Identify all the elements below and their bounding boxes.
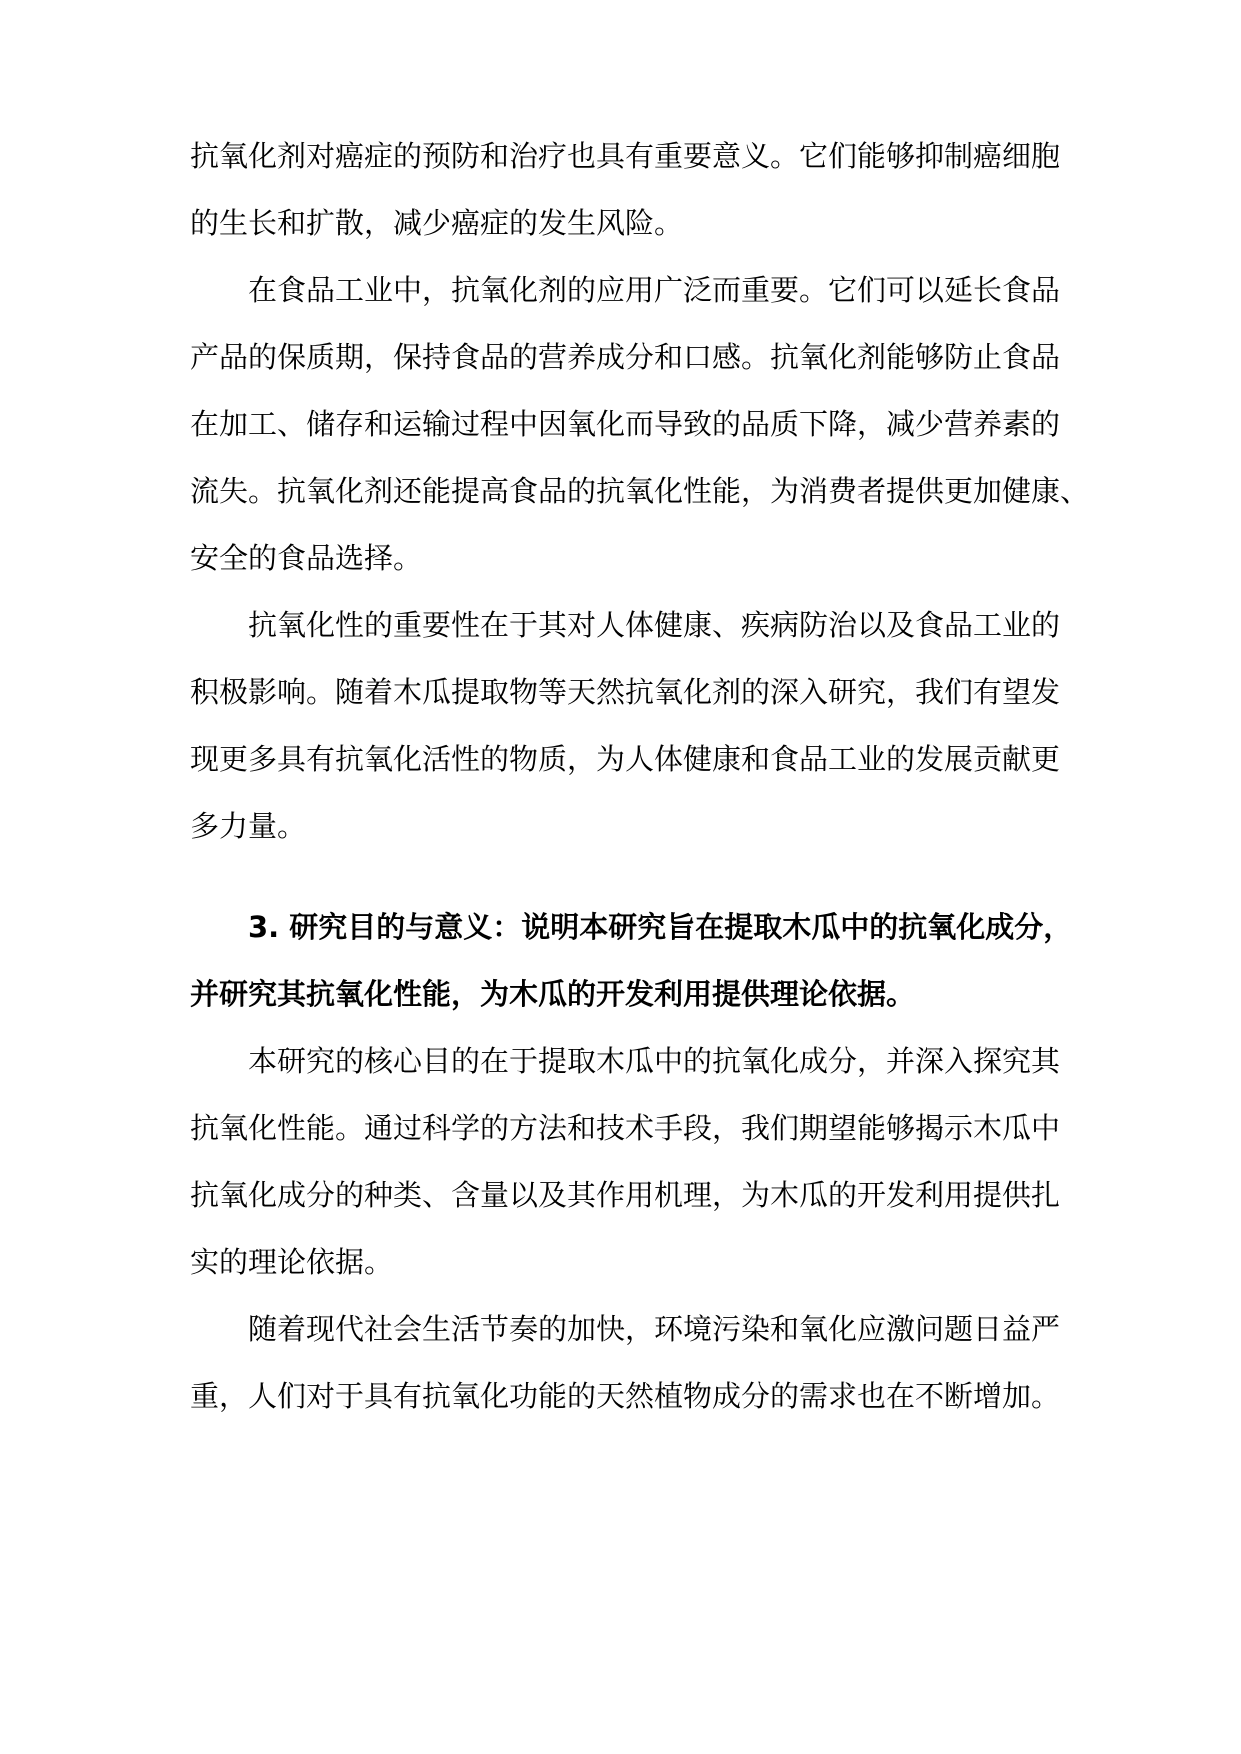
paragraph-5-line-1: 随着现代社会生活节奏的加快，环境污染和氧化应激问题日益严 [248, 1312, 1061, 1346]
paragraph-2-line-1: 在食品工业中，抗氧化剂的应用广泛而重要。它们可以延长食品 [248, 273, 1061, 307]
paragraph-4-line-4: 实的理论依据。 [190, 1245, 394, 1279]
paragraph-1-line-2: 的生长和扩散，减少癌症的发生风险。 [190, 206, 684, 240]
paragraph-5-line-2: 重，人们对于具有抗氧化功能的天然植物成分的需求也在不断增加。 [190, 1379, 1061, 1413]
paragraph-2-line-5: 安全的食品选择。 [190, 541, 423, 575]
section-heading-line-2: 并研究其抗氧化性能，为木瓜的开发利用提供理论依据。 [190, 977, 916, 1011]
paragraph-2-line-3: 在加工、储存和运输过程中因氧化而导致的品质下降，减少营养素的 [190, 407, 1061, 441]
paragraph-4-line-2: 抗氧化性能。通过科学的方法和技术手段，我们期望能够揭示木瓜中 [190, 1111, 1061, 1145]
paragraph-3-line-2: 积极影响。随着木瓜提取物等天然抗氧化剂的深入研究，我们有望发 [190, 675, 1061, 709]
paragraph-3-line-1: 抗氧化性的重要性在于其对人体健康、疾病防治以及食品工业的 [248, 608, 1061, 642]
section-heading-line-1: 3. 研究目的与意义：说明本研究旨在提取木瓜中的抗氧化成分， [248, 910, 1073, 944]
paragraph-4-line-1: 本研究的核心目的在于提取木瓜中的抗氧化成分，并深入探究其 [248, 1044, 1061, 1078]
paragraph-1-line-1: 抗氧化剂对癌症的预防和治疗也具有重要意义。它们能够抑制癌细胞 [190, 139, 1061, 173]
paragraph-3-line-4: 多力量。 [190, 809, 307, 843]
paragraph-2-line-2: 产品的保质期，保持食品的营养成分和口感。抗氧化剂能够防止食品 [190, 340, 1061, 374]
paragraph-4-line-3: 抗氧化成分的种类、含量以及其作用机理，为木瓜的开发利用提供扎 [190, 1178, 1061, 1212]
paragraph-3-line-3: 现更多具有抗氧化活性的物质，为人体健康和食品工业的发展贡献更 [190, 742, 1061, 776]
paragraph-2-line-4: 流失。抗氧化剂还能提高食品的抗氧化性能，为消费者提供更加健康、 [190, 474, 1090, 508]
